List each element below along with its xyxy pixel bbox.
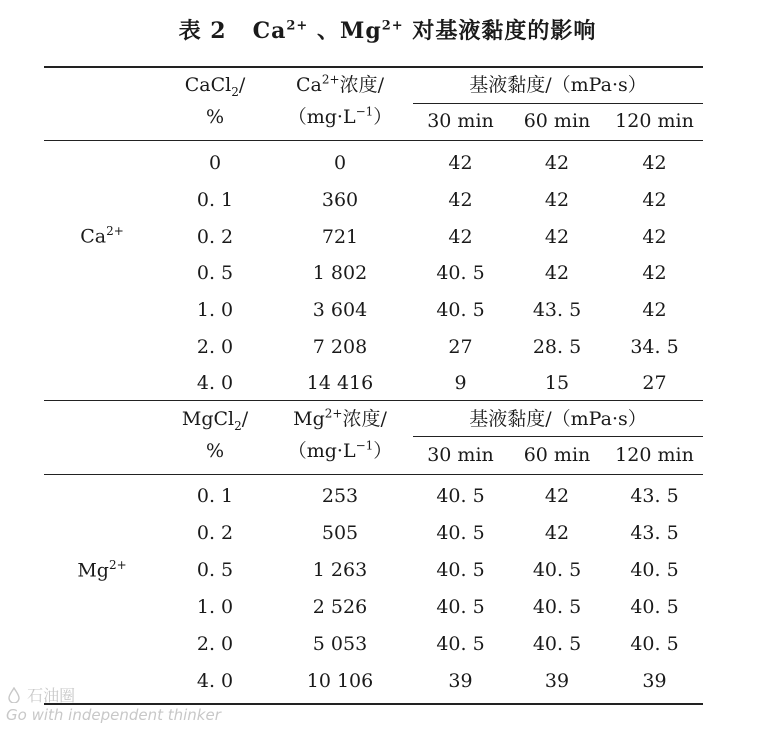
ca-r0-v60: 42 — [544, 152, 570, 174]
ca-r0-v120: 42 — [642, 152, 667, 174]
mg-r5-conc: 10 106 — [306, 670, 374, 692]
mg-r0-conc: 253 — [321, 485, 359, 507]
group-label-ca: $Ca^{2+}$ — [80, 224, 124, 248]
ca-r1-v30: 42 — [448, 189, 473, 211]
ca-r6-v30: 9 — [454, 372, 467, 394]
ca-salt-header: CaCl$_2$/ — [184, 74, 246, 99]
mg-r1-v120: 43. 5 — [630, 522, 679, 544]
ca-r5-pct: 2. 0 — [196, 336, 234, 358]
mg-r5-v30: 39 — [448, 670, 473, 692]
watermark-tagline: Go with independent thinker — [6, 706, 221, 724]
mg-r5-v120: 39 — [642, 670, 667, 692]
ca-r3-v60: 42 — [544, 262, 570, 284]
title-ca-sup: 2+ — [286, 18, 309, 34]
mg-r5-pct: 4. 0 — [196, 670, 234, 692]
mg-conc-unit: $(mg\cdot L^{-1})$ — [287, 438, 393, 462]
title-prefix: 表 2 — [178, 18, 227, 44]
watermark — [6, 683, 221, 724]
mg-pct-header: % — [205, 440, 225, 462]
ca-r0-pct: 0 — [208, 152, 222, 174]
droplet-icon — [6, 687, 22, 703]
mg-r2-v60: 40. 5 — [532, 559, 582, 581]
ca-r4-conc: 3 604 — [312, 299, 368, 321]
mg-r2-v120: 40. 5 — [630, 559, 679, 581]
ca-r5-v30: 27 — [448, 336, 473, 358]
ca-t30-header: 30 min — [427, 110, 494, 132]
group-label-mg: $Mg^{2+}$ — [77, 558, 127, 582]
mg-r1-v30: 40. 5 — [436, 522, 485, 544]
mg-r3-pct: 1. 0 — [196, 596, 234, 618]
ca-visc-header: 基液黏度/（mPa·s） — [469, 74, 647, 96]
mg-t30-header: 30 min — [427, 444, 494, 466]
ca-r4-v60: 43. 5 — [532, 299, 582, 321]
ca-r2-pct: 0. 2 — [196, 226, 234, 248]
mg-r4-pct: 2. 0 — [196, 633, 234, 655]
ca-pct-header: % — [205, 106, 225, 128]
mg-r0-v30: 40. 5 — [436, 485, 485, 507]
mg-visc-subrule — [413, 436, 703, 437]
mg-r2-v30: 40. 5 — [436, 559, 485, 581]
ca-r3-v30: 40. 5 — [436, 262, 485, 284]
mg-r3-v30: 40. 5 — [436, 596, 485, 618]
mg-r0-pct: 0. 1 — [196, 485, 234, 507]
top-rule — [44, 66, 703, 68]
mg-t120-header: 120 min — [615, 444, 694, 466]
mg-conc-header: $Mg^{2+}$浓度/ — [293, 406, 387, 430]
ca-r6-conc: 14 416 — [306, 372, 374, 394]
table-title — [0, 14, 775, 45]
title-ca: Ca — [252, 18, 287, 44]
ca-conc-unit: $(mg\cdot L^{-1})$ — [287, 104, 393, 128]
mg-r4-v120: 40. 5 — [630, 633, 679, 655]
mg-r1-pct: 0. 2 — [196, 522, 234, 544]
mg-r3-v120: 40. 5 — [630, 596, 679, 618]
ca-r3-pct: 0. 5 — [196, 262, 234, 284]
ca-conc-header: $Ca^{2+}$浓度/ — [296, 72, 384, 96]
ca-r1-v60: 42 — [544, 189, 570, 211]
ca-r2-v120: 42 — [642, 226, 667, 248]
ca-r4-v120: 42 — [642, 299, 667, 321]
ca-r2-conc: 721 — [321, 226, 359, 248]
mg-salt-header: MgCl$_2$/ — [181, 408, 249, 433]
mg-r0-v60: 42 — [544, 485, 570, 507]
title-mg: Mg — [339, 18, 382, 44]
mg-r4-conc: 5 053 — [312, 633, 368, 655]
mg-r4-v60: 40. 5 — [532, 633, 582, 655]
section-divider — [44, 400, 703, 401]
mg-r2-conc: 1 263 — [312, 559, 368, 581]
ca-r1-pct: 0. 1 — [196, 189, 234, 211]
mg-r4-v30: 40. 5 — [436, 633, 485, 655]
ca-r4-v30: 40. 5 — [436, 299, 485, 321]
mg-r5-v60: 39 — [544, 670, 570, 692]
ca-r6-v120: 27 — [642, 372, 667, 394]
ca-r1-v120: 42 — [642, 189, 667, 211]
mg-visc-header: 基液黏度/（mPa·s） — [469, 408, 647, 430]
ca-r3-conc: 1 802 — [312, 262, 368, 284]
ca-r5-conc: 7 208 — [312, 336, 368, 358]
watermark-logo: 石油圈 — [6, 683, 221, 706]
ca-r2-v30: 42 — [448, 226, 473, 248]
ca-r0-conc: 0 — [333, 152, 347, 174]
ca-r2-v60: 42 — [544, 226, 570, 248]
title-mg-sup: 2+ — [381, 18, 404, 34]
ca-r0-v30: 42 — [448, 152, 473, 174]
ca-t120-header: 120 min — [615, 110, 694, 132]
mg-r3-v60: 40. 5 — [532, 596, 582, 618]
ca-r6-v60: 15 — [544, 372, 570, 394]
mg-r2-pct: 0. 5 — [196, 559, 234, 581]
ca-t60-header: 60 min — [523, 110, 591, 132]
mg-r1-conc: 505 — [321, 522, 359, 544]
ca-header-rule — [44, 140, 703, 141]
ca-r3-v120: 42 — [642, 262, 667, 284]
ca-r1-conc: 360 — [321, 189, 359, 211]
mg-r3-conc: 2 526 — [312, 596, 368, 618]
ca-r5-v120: 34. 5 — [630, 336, 679, 358]
title-suffix: 对基液黏度的影响 — [403, 18, 597, 44]
mg-t60-header: 60 min — [523, 444, 591, 466]
ca-r5-v60: 28. 5 — [532, 336, 582, 358]
ca-r4-pct: 1. 0 — [196, 299, 234, 321]
mg-r1-v60: 42 — [544, 522, 570, 544]
mg-r0-v120: 43. 5 — [630, 485, 679, 507]
ca-r6-pct: 4. 0 — [196, 372, 234, 394]
title-sep: 、 — [308, 18, 340, 44]
mg-header-rule — [44, 474, 703, 475]
ca-visc-subrule — [413, 103, 703, 104]
